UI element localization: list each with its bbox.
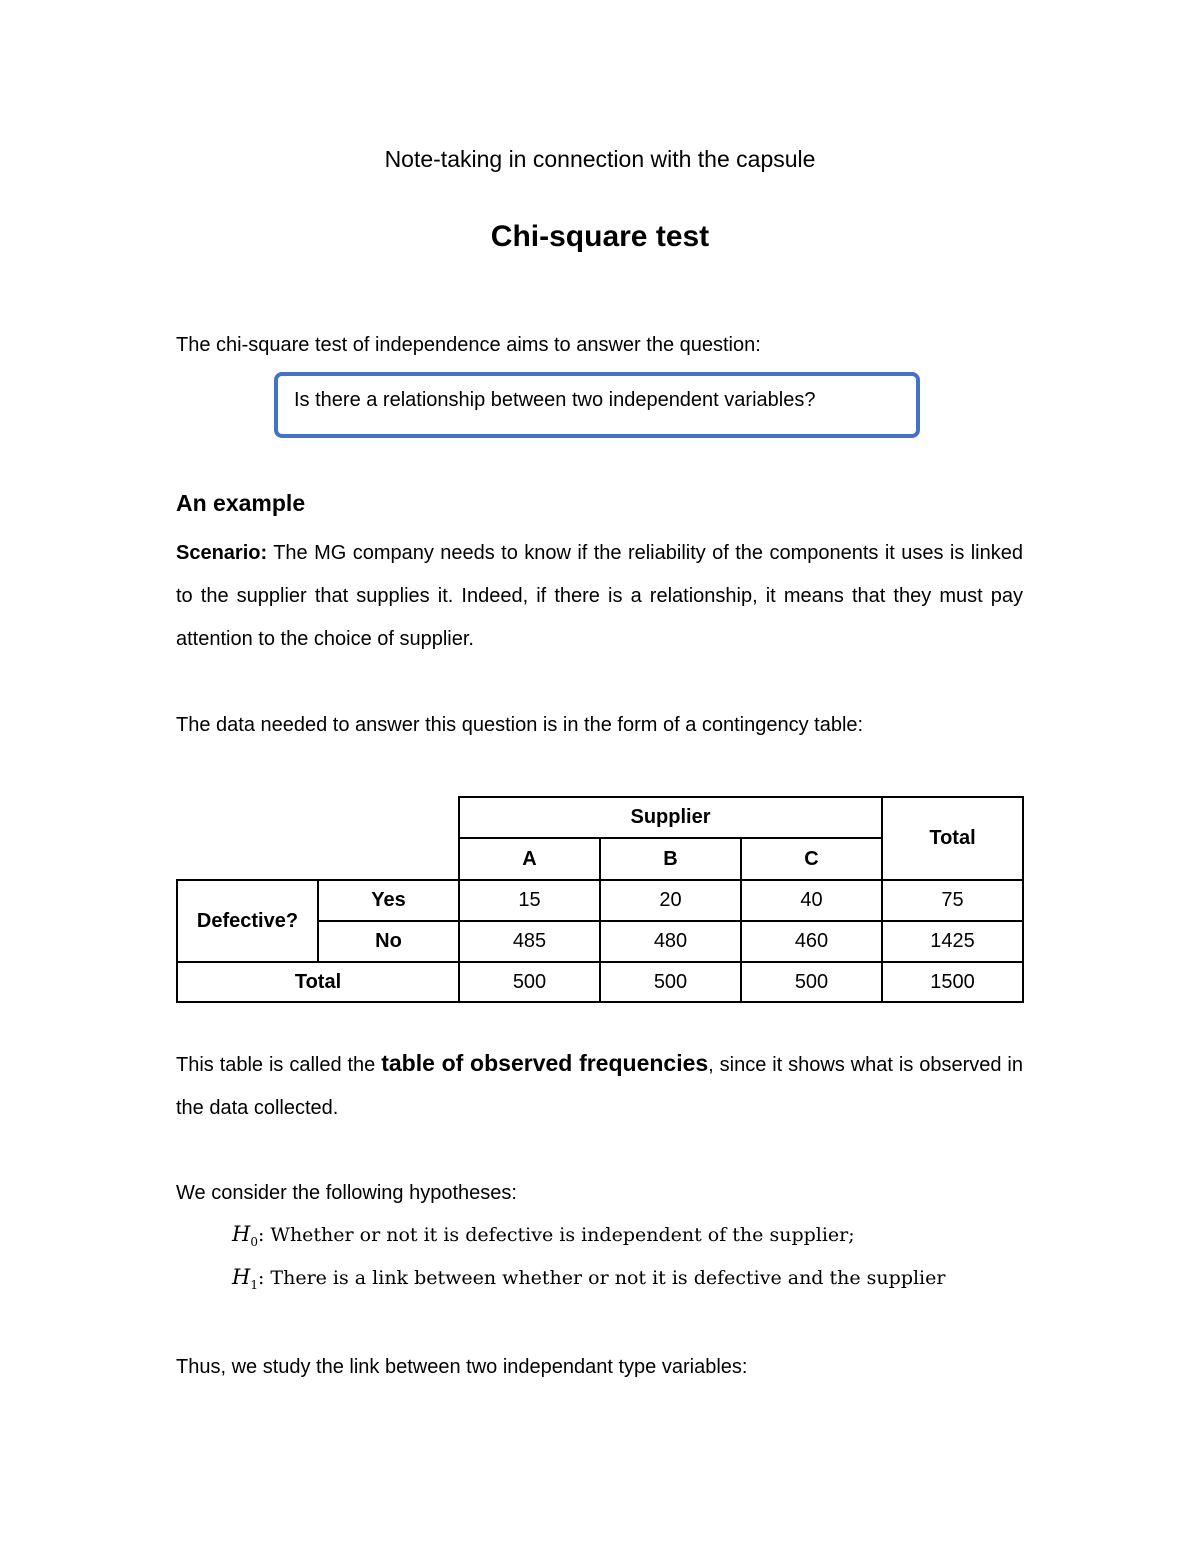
grand-total-cell: 1500 <box>882 962 1023 1002</box>
column-total-cell: 500 <box>459 962 600 1002</box>
table-cell: 485 <box>459 921 600 962</box>
table-cell: 20 <box>600 880 741 921</box>
alternative-hypothesis <box>232 1265 945 1292</box>
hypotheses-intro: We consider the following hypotheses: <box>176 1182 517 1204</box>
column-header-b: B <box>600 838 741 880</box>
column-header-a: A <box>459 838 600 880</box>
row-label-yes: Yes <box>318 880 459 921</box>
h0-text: : Whether or not it is defective is independent of the supplier; <box>257 1224 855 1246</box>
table-blank-cell <box>177 838 318 880</box>
h1-symbol: H <box>232 1265 251 1289</box>
row-label-no: No <box>318 921 459 962</box>
row-group-label: Defective? <box>177 880 318 962</box>
column-total-cell: 500 <box>741 962 882 1002</box>
row-total-cell: 1425 <box>882 921 1023 962</box>
null-hypothesis <box>232 1222 855 1249</box>
row-total-cell: 75 <box>882 880 1023 921</box>
h1-text: : There is a link between whether or not it is defective and the supplier <box>257 1267 946 1289</box>
observed-post-text: , since it shows what is observed in the data collected. <box>176 1054 1023 1119</box>
contingency-table <box>176 796 1024 1003</box>
intro-paragraph: The chi-square test of independence aims to answer the question: <box>176 334 761 356</box>
document-title: Chi-square test <box>490 220 710 253</box>
table-blank-cell <box>318 838 459 880</box>
h0-subscript: 0 <box>250 1235 258 1249</box>
observed-frequencies-paragraph <box>176 1042 1023 1130</box>
question-callout-box <box>274 372 920 438</box>
question-callout-text: Is there a relationship between two independent variables? <box>294 389 816 411</box>
h0-symbol: H <box>232 1222 251 1246</box>
total-row-label: Total <box>177 962 459 1002</box>
table-cell: 480 <box>600 921 741 962</box>
conclusion-paragraph: Thus, we study the link between two independant type variables: <box>176 1356 748 1378</box>
table-blank-cell <box>177 797 318 838</box>
table-blank-cell <box>318 797 459 838</box>
observed-term: table of observed frequencies <box>381 1050 709 1076</box>
scenario-text: The MG company needs to know if the reliability of the components it uses is linked to the supplier that supplies it. Indeed, if there is a relationship, it means that they must pay attention to the choice of supplier. <box>176 542 1023 650</box>
data-intro-paragraph: The data needed to answer this question is in the form of a contingency table: <box>176 714 864 736</box>
column-header-c: C <box>741 838 882 880</box>
scenario-label: Scenario: <box>176 542 268 564</box>
observed-pre-text: This table is called the <box>176 1054 382 1076</box>
section-heading: An example <box>176 490 306 516</box>
table-cell: 40 <box>741 880 882 921</box>
scenario-paragraph <box>176 532 1023 661</box>
total-column-header: Total <box>882 797 1023 880</box>
document-subtitle: Note-taking in connection with the capsule <box>384 146 816 172</box>
supplier-header: Supplier <box>459 797 882 838</box>
table-cell: 460 <box>741 921 882 962</box>
table-cell: 15 <box>459 880 600 921</box>
h1-subscript: 1 <box>250 1278 258 1292</box>
column-total-cell: 500 <box>600 962 741 1002</box>
